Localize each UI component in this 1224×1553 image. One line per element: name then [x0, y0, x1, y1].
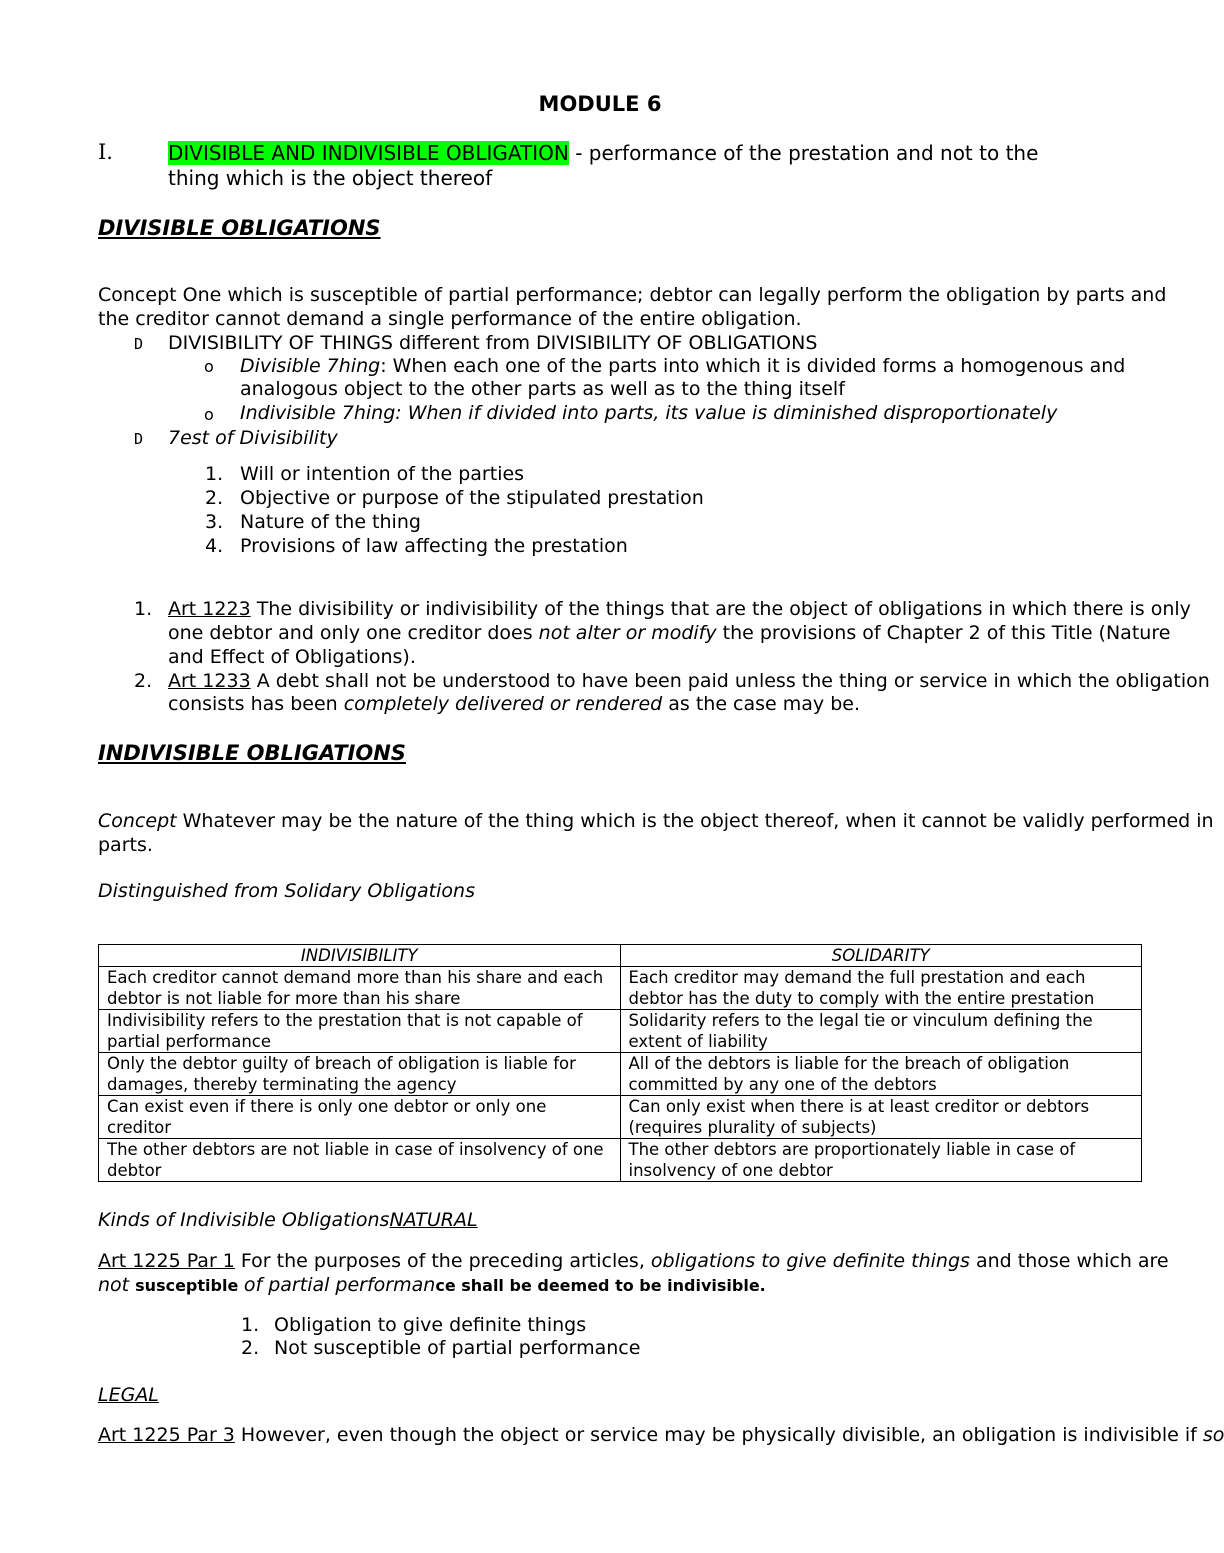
solidarity-cell: Each creditor may demand the full prestation and each debtor has the duty to comply with the entire prestation [620, 967, 1142, 1010]
test-number: 2. [205, 487, 224, 509]
indivisible-heading: INDIVISIBLE OBLIGATIONS [98, 741, 406, 765]
bullet-marker: D [134, 430, 144, 448]
article-1225-par3-ref: Art 1225 Par 3 [98, 1424, 235, 1446]
article-1223-line1 [168, 598, 1191, 620]
article-number: 1. [134, 598, 153, 620]
article-emphasis: not [98, 1274, 136, 1296]
test-number: 1. [205, 463, 224, 485]
table-body [99, 967, 1142, 1182]
bullet-divisibility-things: DIVISIBILITY OF THINGS different from DIVISIBILITY OF OBLIGATIONS [168, 332, 818, 354]
natural-item: Obligation to give definite things [274, 1314, 587, 1336]
test-item: Objective or purpose of the stipulated prestation [240, 487, 704, 509]
article-text: The divisibility or indivisibility of the things that are the object of obligations in which there is only [250, 598, 1191, 620]
article-emphasis: so [1202, 1424, 1224, 1446]
test-number: 3. [205, 511, 224, 533]
article-text: However, even though the object or service may be physically divisible, an obligation is indivisible if [234, 1424, 1203, 1446]
article-number: 2. [134, 670, 153, 692]
concept-label: Concept [98, 810, 177, 832]
divisible-concept-line2: the creditor cannot demand a single performance of the entire obligation. [98, 308, 802, 330]
indivisible-thing-text: : When if divided into parts, its value is diminished disproportionately [395, 402, 1058, 424]
natural-number: 2. [241, 1337, 260, 1359]
article-1225-par1-line1 [98, 1250, 1169, 1272]
solidarity-cell: All of the debtors is liable for the breach of obligation committed by any one of the debtors [620, 1053, 1142, 1096]
table-header-row [99, 945, 1142, 967]
divisible-concept-line1: Concept One which is susceptible of partial performance; debtor can legally perform the obligation by parts and [98, 284, 1167, 306]
table-row [99, 1096, 1142, 1139]
indivisibility-cell: Only the debtor guilty of breach of obligation is liable for damages, thereby terminating the agency [99, 1053, 621, 1096]
table-row [99, 1053, 1142, 1096]
article-text: the provisions of Chapter 2 of this Title (Nature [716, 622, 1171, 644]
article-bold: susceptible [135, 1276, 244, 1295]
article-bold: ce shall be deemed to be indivisible. [435, 1276, 766, 1295]
distinguished-label: Distinguished from Solidary Obligations [98, 880, 475, 902]
article-text: one debtor and only one creditor does [168, 622, 539, 644]
article-text: consists has been [168, 693, 344, 715]
article-emphasis: of partial performan [243, 1274, 436, 1296]
heading-description-cont: thing which is the object thereof [168, 166, 493, 190]
article-text: For the purposes of the preceding articles, [234, 1250, 651, 1272]
article-1233-line2 [168, 693, 860, 715]
sub-bullet-marker: o [204, 357, 214, 376]
article-1225-par1-line2 [98, 1274, 766, 1296]
indivisibility-cell: The other debtors are not liable in case of insolvency of one debtor [99, 1139, 621, 1182]
article-1223-line3: and Effect of Obligations). [168, 646, 416, 668]
divisible-thing-label: Divisible 7hing [240, 355, 381, 377]
comparison-table [98, 944, 1142, 1182]
indivisible-concept-line2: parts. [98, 834, 153, 856]
table-row [99, 1139, 1142, 1182]
article-text: A debt shall not be understood to have been paid unless the thing or service in which the obligation [250, 670, 1210, 692]
indivisibility-cell: Each creditor cannot demand more than his share and each debtor is not liable for more than his share [99, 967, 621, 1010]
test-item: Will or intention of the parties [240, 463, 525, 485]
divisible-thing-line2: analogous object to the other parts as well as to the thing itself [240, 378, 845, 400]
solidarity-cell: Solidarity refers to the legal tie or vinculum defining the extent of liability [620, 1010, 1142, 1053]
article-1233-ref: Art 1233 [168, 670, 251, 692]
solidarity-cell: Can only exist when there is at least creditor or debtors (requires plurality of subjects) [620, 1096, 1142, 1139]
article-emphasis: completely delivered or rendered [343, 693, 663, 715]
article-1233-line1 [168, 670, 1210, 692]
divisible-thing-line1 [240, 355, 1125, 377]
highlighted-heading: DIVISIBLE AND INDIVISIBLE OBLIGATION [168, 141, 569, 165]
indivisibility-cell: Can exist even if there is only one debtor or only one creditor [99, 1096, 621, 1139]
article-text: and those which are [969, 1250, 1169, 1272]
indivisible-concept-line1 [98, 810, 1214, 832]
concept-text: Whatever may be the nature of the thing which is the object thereof, when it cannot be validly performed in [176, 810, 1214, 832]
bullet-marker: D [134, 335, 144, 353]
article-emphasis: not alter or modify [538, 622, 717, 644]
table-row [99, 1010, 1142, 1053]
kinds-line [98, 1209, 478, 1231]
indivisible-thing-label: Indivisible 7hing [240, 402, 396, 424]
article-1223-line2 [168, 622, 1170, 644]
natural-label: NATURAL [389, 1209, 478, 1231]
divisible-thing-text: : When each one of the parts into which it is divided forms a homogenous and [380, 355, 1126, 377]
article-1225-par3-line1 [98, 1424, 1224, 1446]
table-row [99, 967, 1142, 1010]
article-text: as the case may be. [662, 693, 861, 715]
natural-number: 1. [241, 1314, 260, 1336]
table-header-indivisibility: INDIVISIBILITY [99, 945, 621, 967]
article-emphasis: obligations to give definite things [650, 1250, 970, 1272]
test-of-divisibility: 7est of Divisibility [168, 427, 338, 449]
test-number: 4. [205, 535, 224, 557]
test-item: Nature of the thing [240, 511, 421, 533]
indivisibility-cell: Indivisibility refers to the prestation that is not capable of partial performance [99, 1010, 621, 1053]
article-1225-par1-ref: Art 1225 Par 1 [98, 1250, 235, 1272]
sub-bullet-marker: o [204, 405, 214, 424]
natural-item: Not susceptible of partial performance [274, 1337, 641, 1359]
page-title: MODULE 6 [538, 92, 662, 116]
article-1223-ref: Art 1223 [168, 598, 251, 620]
indivisible-thing-line [240, 402, 1057, 424]
legal-label: LEGAL [98, 1384, 159, 1406]
table-header-solidarity: SOLIDARITY [620, 945, 1142, 967]
solidarity-cell: The other debtors are proportionately liable in case of insolvency of one debtor [620, 1139, 1142, 1182]
kinds-label: Kinds of Indivisible Obligations [98, 1209, 390, 1231]
section-numeral: I. [98, 140, 113, 164]
heading-description: - performance of the prestation and not to the [568, 141, 1039, 165]
section-heading-line [168, 141, 1038, 165]
test-item: Provisions of law affecting the prestation [240, 535, 628, 557]
divisible-heading: DIVISIBLE OBLIGATIONS [98, 216, 381, 240]
